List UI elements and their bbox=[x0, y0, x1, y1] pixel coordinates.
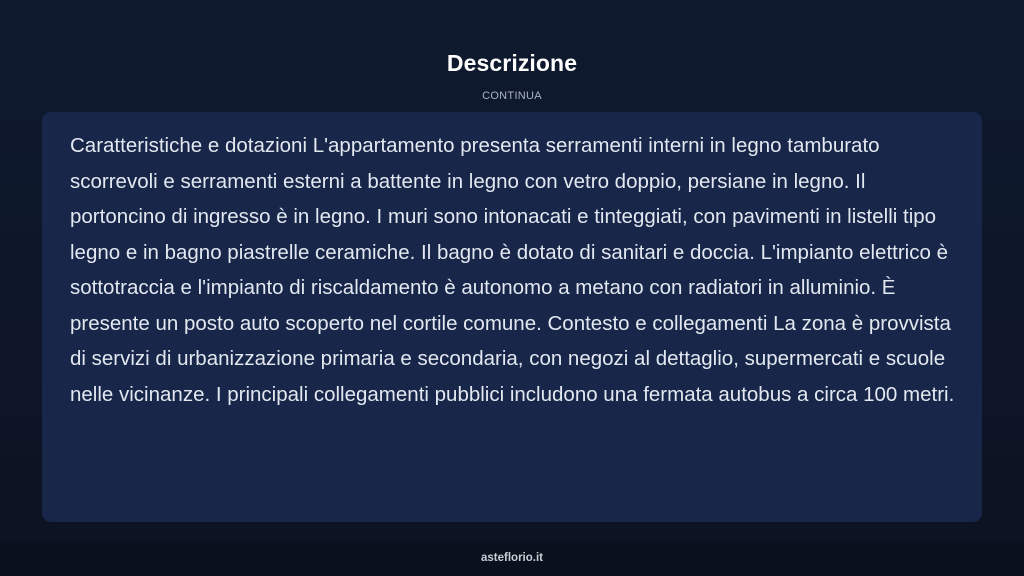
description-card bbox=[42, 112, 982, 522]
footer-bar bbox=[0, 542, 1024, 576]
description-text: Caratteristiche e dotazioni L'appartamento presenta serramenti interni in legno tamburato scorrevoli e serramenti esterni a battente in legno con vetro doppio, persiane in legno. Il portoncino di ingresso è in legno. I muri sono intonacati e tinteggiati, con pavimenti in listelli tipo legno e in bagno piastrelle ceramiche. Il bagno è dotato di sanitari e doccia. L'impianto elettrico è sottotraccia e l'impianto di riscaldamento è autonomo a metano con radiatori in alluminio. È presente un posto auto scoperto nel cortile comune. Contesto e collegamenti La zona è provvista di servizi di urbanizzazione primaria e secondaria, con negozi al dettaglio, supermercati e scuole nelle vicinanze. I principali collegamenti pubblici includono una fermata autobus a circa 100 metri. bbox=[70, 134, 955, 406]
page-title: Descrizione bbox=[446, 50, 578, 76]
continue-link[interactable]: CONTINUA bbox=[482, 90, 542, 102]
site-name: asteflorio.it bbox=[481, 552, 543, 564]
